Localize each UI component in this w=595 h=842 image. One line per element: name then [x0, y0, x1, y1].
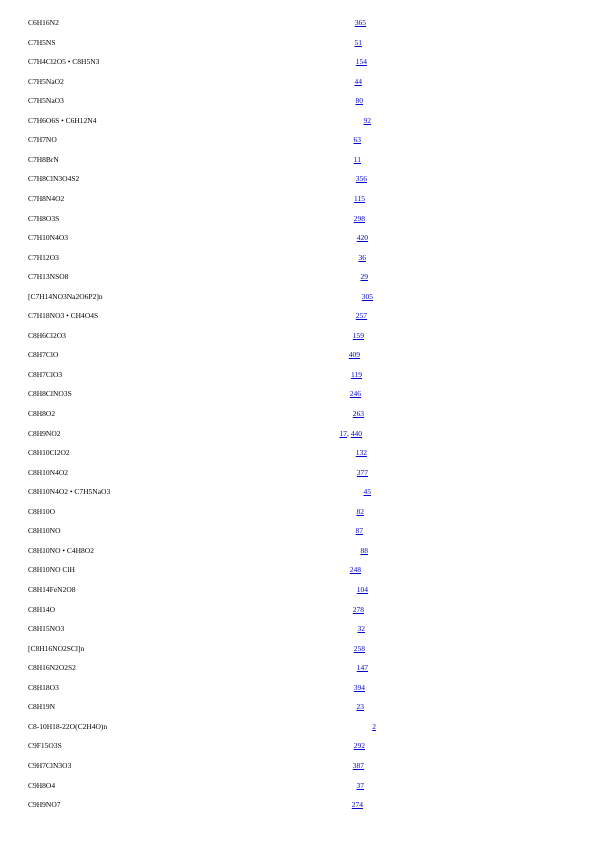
- page-link[interactable]: 263: [352, 409, 364, 418]
- formula-text: C8H19N: [28, 702, 56, 712]
- formula-text: C9F15O3S: [28, 741, 62, 751]
- page-references: [357, 700, 365, 714]
- page-references: [354, 212, 365, 226]
- index-entry: [0, 133, 595, 147]
- formula-text: C8H10N4O2: [28, 467, 69, 477]
- page-link[interactable]: 82: [356, 506, 364, 516]
- page-references: [354, 681, 365, 695]
- page-link[interactable]: 36: [358, 252, 366, 262]
- index-entry: [0, 642, 595, 656]
- page-references: [359, 251, 367, 265]
- formula-text: C8H15NO3: [28, 624, 65, 634]
- index-entry: [0, 172, 595, 186]
- formula-text: C8H10NO • C4H8O2: [28, 545, 94, 555]
- page-link[interactable]: 274: [351, 800, 363, 809]
- page-link[interactable]: 409: [348, 350, 360, 360]
- formula-text: C8H10O: [28, 506, 56, 516]
- page-link[interactable]: 305: [361, 291, 373, 301]
- page-references: [350, 563, 361, 577]
- formula-text: C8H8ClNO3S: [28, 389, 72, 399]
- page-link[interactable]: 278: [352, 604, 364, 614]
- formula-text: C8H9NO2: [28, 428, 61, 438]
- index-entry: [0, 798, 595, 812]
- page-references: [349, 348, 360, 362]
- page-references: [355, 16, 366, 30]
- index-entry: [0, 192, 595, 206]
- page-references: [354, 153, 361, 167]
- index-entry: [0, 114, 595, 128]
- page-link[interactable]: 92: [363, 115, 371, 125]
- index-entry: [0, 427, 595, 441]
- page-references: [355, 75, 363, 89]
- formula-text: C9H8O4: [28, 780, 56, 790]
- page-link[interactable]: 80: [355, 96, 363, 106]
- page-references: [357, 779, 365, 793]
- page-link[interactable]: 87: [355, 526, 363, 536]
- page-link[interactable]: 37: [356, 780, 364, 790]
- page-references: [350, 387, 361, 401]
- page-link[interactable]: 23: [356, 702, 364, 712]
- page-references: [356, 524, 364, 538]
- page-references: [356, 172, 367, 186]
- page-references: [358, 622, 366, 636]
- index-entry: [0, 583, 595, 597]
- page-link[interactable]: 292: [353, 741, 365, 751]
- page-references: [340, 427, 363, 441]
- formula-text: C7H6O6S • C6H12N4: [28, 115, 97, 125]
- index-entry: [0, 563, 595, 577]
- formula-text: C8H10N4O2 • C7H5NaO3: [28, 487, 111, 497]
- formula-text: C7H8O3S: [28, 213, 60, 223]
- formula-text: C8H10NO: [28, 526, 61, 536]
- page-link[interactable]: 440: [350, 428, 362, 438]
- index-entry: [0, 329, 595, 343]
- formula-text: C7H8N4O2: [28, 194, 65, 203]
- formula-text: C7H12O3: [28, 252, 59, 262]
- page-link[interactable]: 115: [354, 194, 365, 203]
- formula-text: C8-10H18-22O(C2H4O)n: [28, 721, 108, 731]
- page-references: [356, 94, 364, 108]
- formula-text: C7H13NSO8: [28, 272, 69, 282]
- page-references: [357, 231, 368, 245]
- page-references: [364, 485, 372, 499]
- page-references: [353, 407, 364, 421]
- page-link[interactable]: 119: [351, 369, 362, 379]
- formula-text: C7H5NaO2: [28, 76, 64, 86]
- page-link[interactable]: 258: [353, 643, 365, 653]
- index-entry: [0, 446, 595, 460]
- formula-text: C9H9NO7: [28, 800, 61, 809]
- index-entry: [0, 661, 595, 675]
- page-link[interactable]: 104: [356, 585, 368, 594]
- page-link[interactable]: 32: [357, 624, 365, 634]
- page-references: [357, 661, 368, 675]
- index-entry: [0, 505, 595, 519]
- page-link[interactable]: 11: [353, 154, 361, 164]
- formula-text: [C8H16NO2SCl]n: [28, 643, 85, 653]
- page-references: [353, 759, 364, 773]
- page-references: [354, 739, 365, 753]
- page-link[interactable]: 420: [356, 233, 368, 243]
- index-entry: [0, 603, 595, 617]
- page-link[interactable]: 257: [355, 311, 367, 321]
- page-references: [364, 114, 372, 128]
- page-link[interactable]: 356: [355, 174, 367, 184]
- page-references: [361, 544, 369, 558]
- index-entry: [0, 466, 595, 480]
- formula-text: C9H7ClN3O3: [28, 760, 72, 770]
- index-entry: [0, 251, 595, 265]
- index-entry: [0, 75, 595, 89]
- index-entry: [0, 309, 595, 323]
- page-link[interactable]: 248: [349, 565, 361, 575]
- formula-text: C8H10NO ClH: [28, 565, 75, 575]
- page-link[interactable]: 298: [353, 213, 365, 223]
- formula-text: C8H18O3: [28, 682, 59, 692]
- index-entry: [0, 55, 595, 69]
- page-link[interactable]: 394: [353, 682, 365, 692]
- index-entry: [0, 622, 595, 636]
- page-references: [372, 720, 376, 734]
- page-link[interactable]: 365: [354, 18, 366, 27]
- page-references: [353, 603, 364, 617]
- index-entry: [0, 348, 595, 362]
- page-link[interactable]: 387: [352, 760, 364, 770]
- formula-text: C8H16N2O2S2: [28, 663, 76, 673]
- index-entry: [0, 16, 595, 30]
- formula-text: C7H8ClN3O4S2: [28, 174, 80, 184]
- index-entry: [0, 407, 595, 421]
- page-link[interactable]: 159: [352, 330, 364, 340]
- page-link[interactable]: 44: [354, 76, 362, 86]
- page-link[interactable]: 29: [360, 272, 368, 282]
- page-link[interactable]: 51: [354, 37, 362, 47]
- page-references: [356, 55, 367, 69]
- formula-text: C8H7ClO3: [28, 369, 63, 379]
- page-references: [354, 133, 362, 147]
- index-entry: [0, 36, 595, 50]
- page-references: [362, 290, 373, 304]
- page-references: [353, 329, 364, 343]
- page-link[interactable]: 2: [372, 721, 376, 731]
- formula-text: C7H5NS: [28, 37, 56, 47]
- formula-text: C7H10N4O3: [28, 233, 69, 243]
- index-entry: [0, 485, 595, 499]
- formula-text: C8H8O2: [28, 409, 56, 418]
- formula-text: C7H8BrN: [28, 154, 59, 164]
- page-references: [357, 505, 365, 519]
- page-link[interactable]: 132: [355, 448, 367, 458]
- formula-text: C8H14O: [28, 604, 56, 614]
- index-entry: [0, 94, 595, 108]
- formula-text: C8H7ClO: [28, 350, 59, 360]
- page-references: [352, 798, 363, 812]
- index-entry: [0, 779, 595, 793]
- page-link[interactable]: 246: [349, 389, 361, 399]
- index-entry: [0, 270, 595, 284]
- page-link[interactable]: 147: [356, 663, 368, 673]
- formula-text: C8H10Cl2O2: [28, 448, 70, 458]
- formula-text: C7H5NaO3: [28, 96, 64, 106]
- page-link[interactable]: 63: [353, 135, 361, 145]
- index-entry: [0, 153, 595, 167]
- index-entry: [0, 290, 595, 304]
- page-link[interactable]: 377: [356, 467, 368, 477]
- page-separator: ,: [347, 428, 351, 438]
- formula-text: C7H4Cl2O5 • C8H5N3: [28, 57, 100, 67]
- formula-text: [C7H14NO3Na2O6P2]n: [28, 291, 103, 301]
- formula-text: C7H18NO3 • CH4O4S: [28, 311, 99, 321]
- page-link[interactable]: 45: [363, 487, 371, 497]
- page-link[interactable]: 17: [339, 428, 347, 438]
- index-entry: [0, 212, 595, 226]
- page-link[interactable]: 154: [355, 57, 367, 67]
- page-references: [355, 36, 363, 50]
- page-references: [354, 642, 365, 656]
- index-entry: [0, 739, 595, 753]
- index-entry: [0, 681, 595, 695]
- page-references: [361, 270, 369, 284]
- page-references: [357, 583, 368, 597]
- page-references: [354, 192, 365, 206]
- page-link[interactable]: 88: [360, 545, 368, 555]
- formula-text: C7H7NO: [28, 135, 57, 145]
- formula-text: C6H16N2: [28, 18, 59, 27]
- index-entry: [0, 387, 595, 401]
- index-entry: [0, 720, 595, 734]
- index-entry: [0, 700, 595, 714]
- page-references: [357, 466, 368, 480]
- index-entry: [0, 759, 595, 773]
- page-references: [356, 309, 367, 323]
- formula-text: C8H14FeN2O8: [28, 585, 76, 594]
- formula-text: C8H6Cl2O3: [28, 330, 66, 340]
- index-entry: [0, 231, 595, 245]
- page-references: [351, 368, 362, 382]
- index-entry: [0, 524, 595, 538]
- index-entry: [0, 544, 595, 558]
- index-entry: [0, 368, 595, 382]
- page-references: [356, 446, 367, 460]
